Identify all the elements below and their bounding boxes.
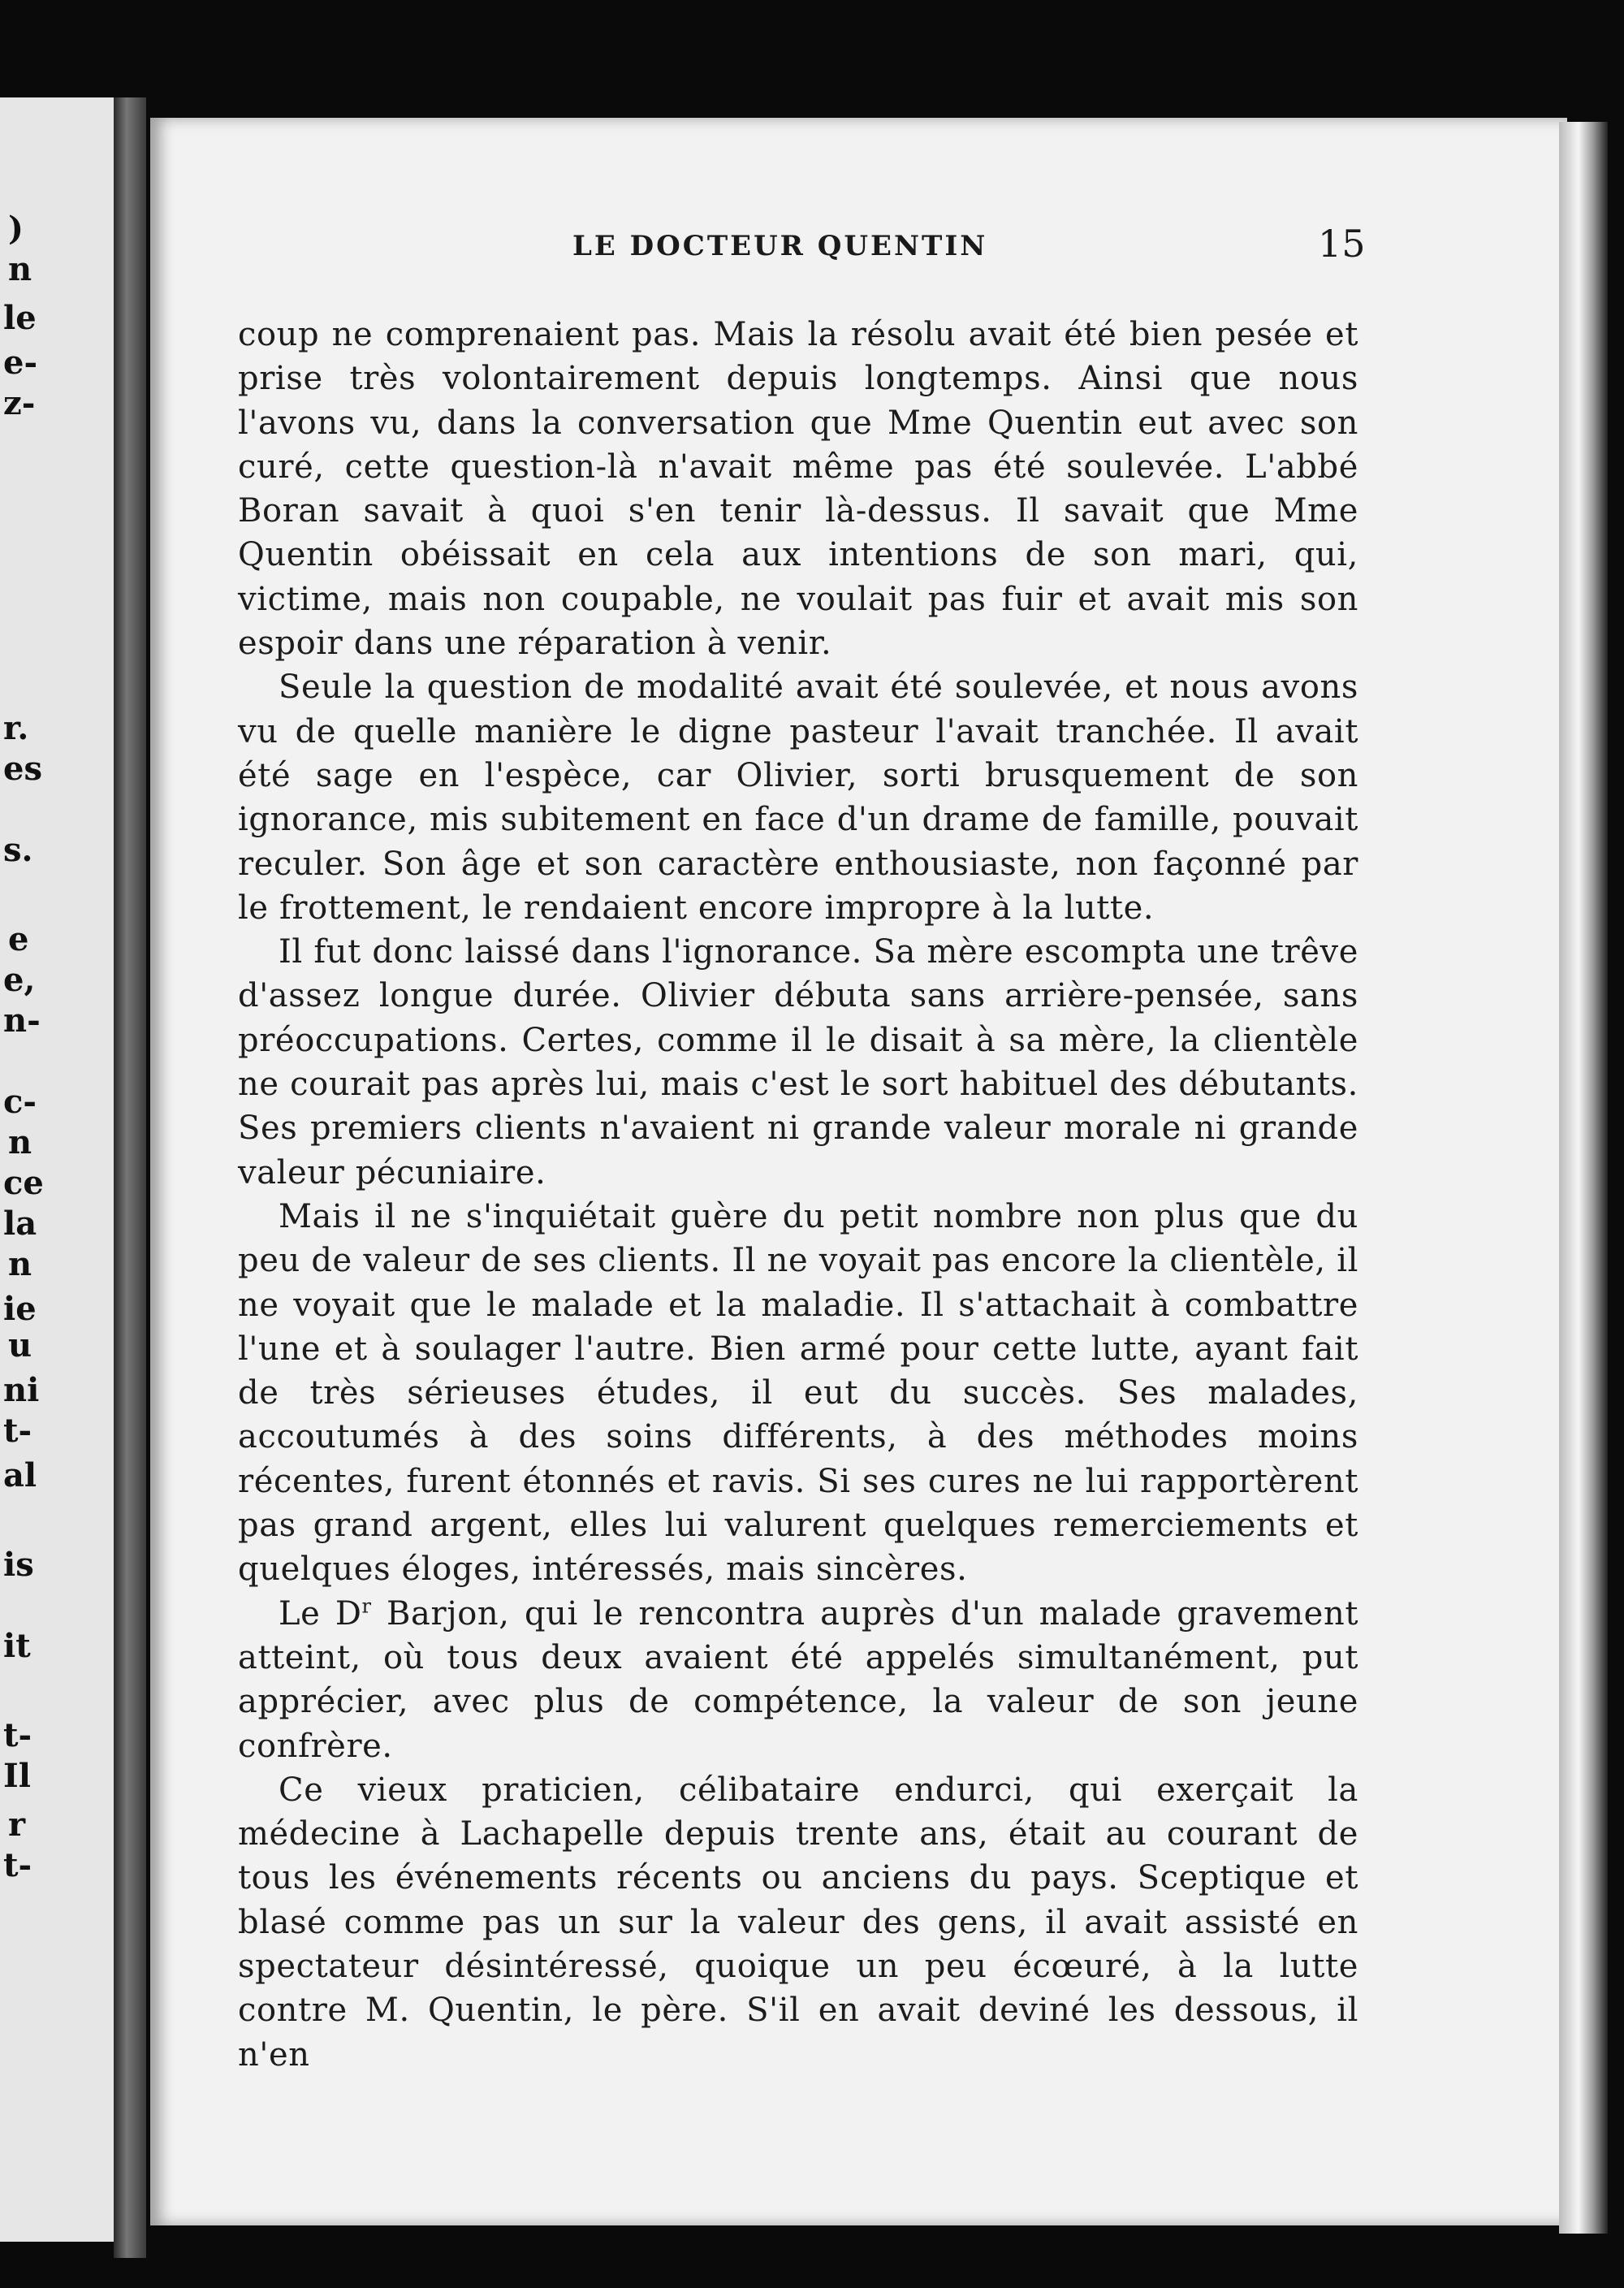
left-page-edge <box>0 97 114 2242</box>
left-page-fragment: al <box>3 1456 37 1494</box>
left-page-fragment: e- <box>3 344 38 382</box>
paragraph-5 <box>238 1592 1358 1768</box>
paragraph-1: coup ne comprenaient pas. Mais la résolu avait été bien pesée et prise très volontairement depuis longtemps. Ainsi que nous l'avons vu, dans la conversation que Mme Quentin eut avec son curé, cette question-là n'avait même pas été soulevée. L'abbé Boran savait à quoi s'en tenir là-dessus. Il savait que Mme Quentin obéissait en cela aux intentions de son mari, qui, victime, mais non coupable, ne voulait pas fuir et avait mis son espoir dans une réparation à venir. <box>238 316 1358 663</box>
left-page-fragment: t- <box>3 1412 32 1450</box>
page-header <box>150 222 1567 279</box>
left-page-fragment: ) <box>8 210 24 248</box>
left-page-fragment: t- <box>3 1846 32 1884</box>
left-page-fragment: le <box>3 299 37 337</box>
left-page-fragment: e, <box>3 961 36 999</box>
left-page-fragment: n <box>8 1245 32 1283</box>
left-page-fragment: ce <box>3 1164 44 1202</box>
paragraph-4: Mais il ne s'inquiétait guère du petit nombre non plus que du peu de valeur de ses clients. Il ne voyait pas encore la clientèle, il ne voyait que le malade et la maladie. Il s'attachait à combattre l'une et à soulager l'autre. Bien armé pour cette lutte, ayant fait de très sérieuses études, il eut du succès. Ses malades, accoutumés à des soins différents, à des méthodes moins récentes, furent étonnés et ravis. Si ses cures ne lui rapportèrent pas grand argent, elles lui valurent quelques remerciements et quelques éloges, intéressés, mais sincères. <box>238 1197 1358 1589</box>
left-page-fragment: t- <box>3 1716 32 1754</box>
paragraph-3: Il fut donc laissé dans l'ignorance. Sa mère escompta une trêve d'assez longue durée. Olivier débuta sans arrière-pensée, sans préoccupations. Certes, comme il le disait à sa mère, la clientèle ne courait pas après lui, mais c'est le sort habituel des débutants. Ses premiers clients n'avaient ni grande valeur morale ni grande valeur pécuniaire. <box>238 933 1358 1192</box>
left-page-fragment: n <box>8 250 32 288</box>
paragraph-5-text: Barjon, qui le rencontra auprès d'un malade gravement atteint, où tous deux avaient été appelés simultanément, put apprécier, avec plus de compétence, la valeur de son jeune confrère. <box>238 1594 1358 1765</box>
left-page-fragment: r. <box>3 709 29 747</box>
page-number: 15 <box>1318 222 1366 266</box>
left-page-fragment: r <box>8 1806 26 1844</box>
left-page-fragment: z- <box>3 384 36 422</box>
left-page-fragment: u <box>8 1326 32 1365</box>
left-page-fragments <box>0 97 106 2242</box>
body-text <box>238 313 1358 2077</box>
left-page-fragment: is <box>3 1546 34 1584</box>
paragraph-2: Seule la question de modalité avait été soulevée, et nous avons vu de quelle manière le digne pasteur l'avait tranchée. Il avait été sage en l'espèce, car Olivier, sorti brusquement de son ignorance, mis subitement en face d'un drame de famille, pouvait reculer. Son âge et son caractère enthousiaste, non façonné par le frottement, le rendaient encore impropre à la lutte. <box>238 668 1358 927</box>
paragraph-6: Ce vieux praticien, célibataire endurci, qui exerçait la médecine à Lachapelle depuis trente ans, était au courant de tous les événements récents ou anciens du pays. Sceptique et blasé comme pas un sur la valeur des gens, il avait assisté en spectateur désintéressé, quoique un peu écœuré, à la lutte contre M. Quentin, le père. S'il en avait deviné les dessous, il n'en <box>238 1771 1358 2074</box>
left-page-fragment: e <box>8 920 29 958</box>
left-page-fragment: s. <box>3 831 33 869</box>
paragraph-5-prefix: Le D <box>279 1594 362 1633</box>
left-page-fragment: ie <box>3 1290 37 1328</box>
page-stack-edge <box>1559 122 1608 2234</box>
left-page-fragment: es <box>3 750 42 788</box>
left-page-fragment: ni <box>3 1371 40 1409</box>
book-gutter <box>114 97 146 2258</box>
left-page-fragment: c- <box>3 1083 37 1121</box>
left-page-fragment: la <box>3 1205 37 1243</box>
book-page <box>150 118 1567 2225</box>
left-page-fragment: Il <box>3 1757 31 1795</box>
running-title: LE DOCTEUR QUENTIN <box>572 230 988 262</box>
paragraph-5-superscript: r <box>361 1594 372 1618</box>
left-page-fragment: n- <box>3 1001 41 1040</box>
left-page-fragment: n <box>8 1123 32 1161</box>
left-page-fragment: it <box>3 1627 31 1665</box>
